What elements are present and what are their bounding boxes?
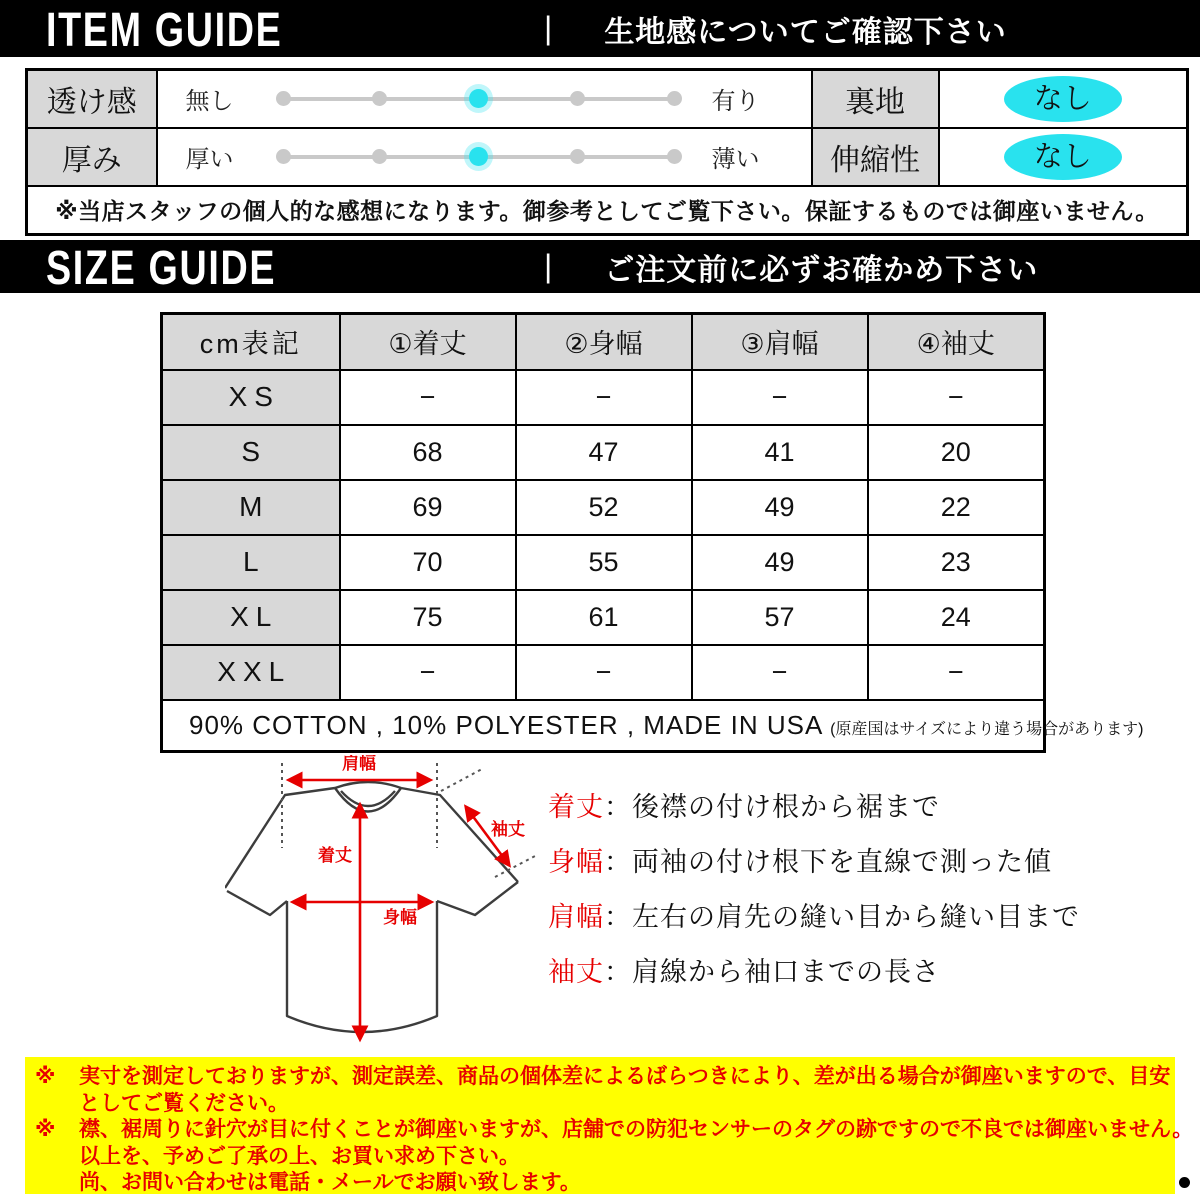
legend-desc: 左右の肩先の縫い目から縫い目まで bbox=[632, 902, 1080, 932]
attribute-label-stretch: 伸縮性 bbox=[812, 128, 939, 186]
fabric-feel-table bbox=[25, 68, 1189, 236]
lining-value-badge: なし bbox=[1004, 76, 1122, 122]
size-cell: − bbox=[692, 645, 868, 700]
shoulder-width-label: 肩幅 bbox=[342, 755, 376, 773]
size-cell: 61 bbox=[516, 590, 692, 645]
size-guide-header bbox=[0, 240, 1200, 293]
size-cell: 70 bbox=[340, 535, 516, 590]
legend-item: 肩幅 ： 左右の肩先の縫い目から縫い目まで bbox=[548, 887, 1080, 942]
size-cell: − bbox=[340, 645, 516, 700]
legend-term: 袖丈 bbox=[548, 957, 604, 987]
size-row-label: L bbox=[162, 535, 340, 590]
size-cell: 68 bbox=[340, 425, 516, 480]
legend-item: 身幅 ： 両袖の付け根下を直線で測った値 bbox=[548, 832, 1080, 887]
legend-desc: 肩線から袖口までの長さ bbox=[632, 957, 940, 987]
item-guide-header bbox=[0, 0, 1200, 57]
size-cell: 22 bbox=[868, 480, 1045, 535]
slider-track bbox=[276, 145, 682, 169]
size-cell: 49 bbox=[692, 535, 868, 590]
legend-term: 着丈 bbox=[548, 792, 604, 822]
legend-desc: 両袖の付け根下を直線で測った値 bbox=[632, 847, 1052, 877]
sleeve-length-label: 袖丈 bbox=[491, 820, 525, 839]
slider-dot bbox=[667, 91, 682, 106]
size-cell: 24 bbox=[868, 590, 1045, 645]
body-length-label: 着丈 bbox=[318, 846, 352, 865]
slider-dot bbox=[372, 149, 387, 164]
slider-dot bbox=[667, 149, 682, 164]
size-table-row bbox=[162, 370, 1045, 425]
size-cell: 57 bbox=[692, 590, 868, 645]
stretch-value-badge: なし bbox=[1004, 134, 1122, 180]
header-separator: | bbox=[544, 248, 553, 284]
size-cell: 23 bbox=[868, 535, 1045, 590]
size-cell: 55 bbox=[516, 535, 692, 590]
column-header-length: ①着丈 bbox=[340, 314, 516, 370]
sheerness-slider-cell bbox=[157, 70, 812, 128]
measurement-legend bbox=[548, 777, 1080, 997]
slider-left-label: 無し bbox=[185, 88, 234, 116]
size-cell: 20 bbox=[868, 425, 1045, 480]
size-guide-title: SIZE GUIDE bbox=[46, 240, 277, 293]
legend-item: 袖丈 ： 肩線から袖口までの長さ bbox=[548, 942, 1080, 997]
material-text: 90% COTTON , 10% POLYESTER , MADE IN USA bbox=[189, 709, 822, 740]
column-header-cm: cm表記 bbox=[162, 314, 340, 370]
size-row-label: XL bbox=[162, 590, 340, 645]
size-cell: − bbox=[516, 370, 692, 425]
slider-track bbox=[276, 87, 682, 111]
size-cell: 75 bbox=[340, 590, 516, 645]
stray-dot bbox=[1179, 1177, 1190, 1188]
store-disclaimer-footer bbox=[25, 1057, 1194, 1194]
slider-dot-active bbox=[469, 147, 488, 166]
column-header-shoulder: ③肩幅 bbox=[692, 314, 868, 370]
size-cell: 49 bbox=[692, 480, 868, 535]
size-guide-subtitle: ご注文前に必ずお確かめ下さい bbox=[604, 253, 1039, 287]
disclaimer-line: としてご覧ください。 bbox=[79, 1091, 289, 1115]
size-cell: 52 bbox=[516, 480, 692, 535]
disclaimer-line: 尚、お問い合わせは電話・メールでお願い致します。 bbox=[79, 1171, 581, 1194]
slider-right-label: 薄い bbox=[711, 146, 760, 173]
tshirt-measurement-diagram bbox=[225, 755, 560, 1055]
slider-left-label: 厚い bbox=[185, 146, 234, 173]
thickness-slider-cell bbox=[157, 128, 812, 186]
disclaimer-line: 以上を、予めご了承の上、お買い求め下さい。 bbox=[79, 1144, 520, 1168]
size-cell: 41 bbox=[692, 425, 868, 480]
fabric-row-label-thickness: 厚み bbox=[27, 128, 157, 186]
size-table bbox=[160, 312, 1144, 753]
size-table-row bbox=[162, 425, 1045, 480]
attribute-value-cell bbox=[939, 128, 1188, 186]
body-width-label: 身幅 bbox=[383, 908, 417, 927]
legend-term: 身幅 bbox=[548, 847, 604, 877]
disclaimer-line: ※ 襟、裾周りに針穴が目に付くことが御座いますが、店舗での防犯センサーのタグの跡ですので不良では御座いません。 bbox=[35, 1117, 1169, 1144]
size-table-row bbox=[162, 590, 1045, 645]
size-row-label: S bbox=[162, 425, 340, 480]
material-row bbox=[162, 700, 1045, 752]
legend-item: 着丈 ： 後襟の付け根から裾まで bbox=[548, 777, 1080, 832]
size-cell: − bbox=[516, 645, 692, 700]
size-cell: − bbox=[868, 645, 1045, 700]
size-row-label: M bbox=[162, 480, 340, 535]
size-table-header-row bbox=[162, 314, 1045, 370]
slider-right-label: 有り bbox=[711, 88, 760, 116]
size-row-label: XXL bbox=[162, 645, 340, 700]
size-cell: 47 bbox=[516, 425, 692, 480]
item-guide-title: ITEM GUIDE bbox=[46, 1, 283, 56]
note-marker: ※ bbox=[35, 1065, 56, 1088]
size-table-row bbox=[162, 480, 1045, 535]
size-cell: − bbox=[340, 370, 516, 425]
attribute-value-cell bbox=[939, 70, 1188, 128]
size-table-row bbox=[162, 645, 1045, 700]
slider-dot bbox=[276, 149, 291, 164]
slider-dot bbox=[570, 149, 585, 164]
attribute-label-lining: 裏地 bbox=[812, 70, 939, 128]
size-table-row bbox=[162, 535, 1045, 590]
note-marker: ※ bbox=[35, 1118, 56, 1141]
slider-dot-active bbox=[469, 89, 488, 108]
size-cell: − bbox=[692, 370, 868, 425]
header-separator: | bbox=[544, 10, 553, 46]
column-header-width: ②身幅 bbox=[516, 314, 692, 370]
slider-dot bbox=[570, 91, 585, 106]
column-header-sleeve: ④袖丈 bbox=[868, 314, 1045, 370]
slider-dot bbox=[276, 91, 291, 106]
size-cell: − bbox=[868, 370, 1045, 425]
disclaimer-line: ※ 実寸を測定しておりますが、測定誤差、商品の個体差によるばらつきにより、差が出る場合が御座いますので、目安 bbox=[35, 1064, 1169, 1091]
size-row-label: XS bbox=[162, 370, 340, 425]
legend-desc: 後襟の付け根から裾まで bbox=[632, 792, 940, 822]
fabric-row-label-sheerness: 透け感 bbox=[27, 70, 157, 128]
sheerness-slider bbox=[158, 81, 811, 116]
slider-dot bbox=[372, 91, 387, 106]
staff-impression-note: ※当店スタッフの個人的な感想になります。御参考としてご覧下さい。保証するものでは御座いません。 bbox=[27, 186, 1188, 235]
thickness-slider bbox=[158, 139, 811, 174]
item-guide-subtitle: 生地感についてご確認下さい bbox=[604, 15, 1007, 49]
size-cell: 69 bbox=[340, 480, 516, 535]
material-note: (原産国はサイズにより違う場合があります) bbox=[830, 720, 1144, 738]
legend-term: 肩幅 bbox=[548, 902, 604, 932]
